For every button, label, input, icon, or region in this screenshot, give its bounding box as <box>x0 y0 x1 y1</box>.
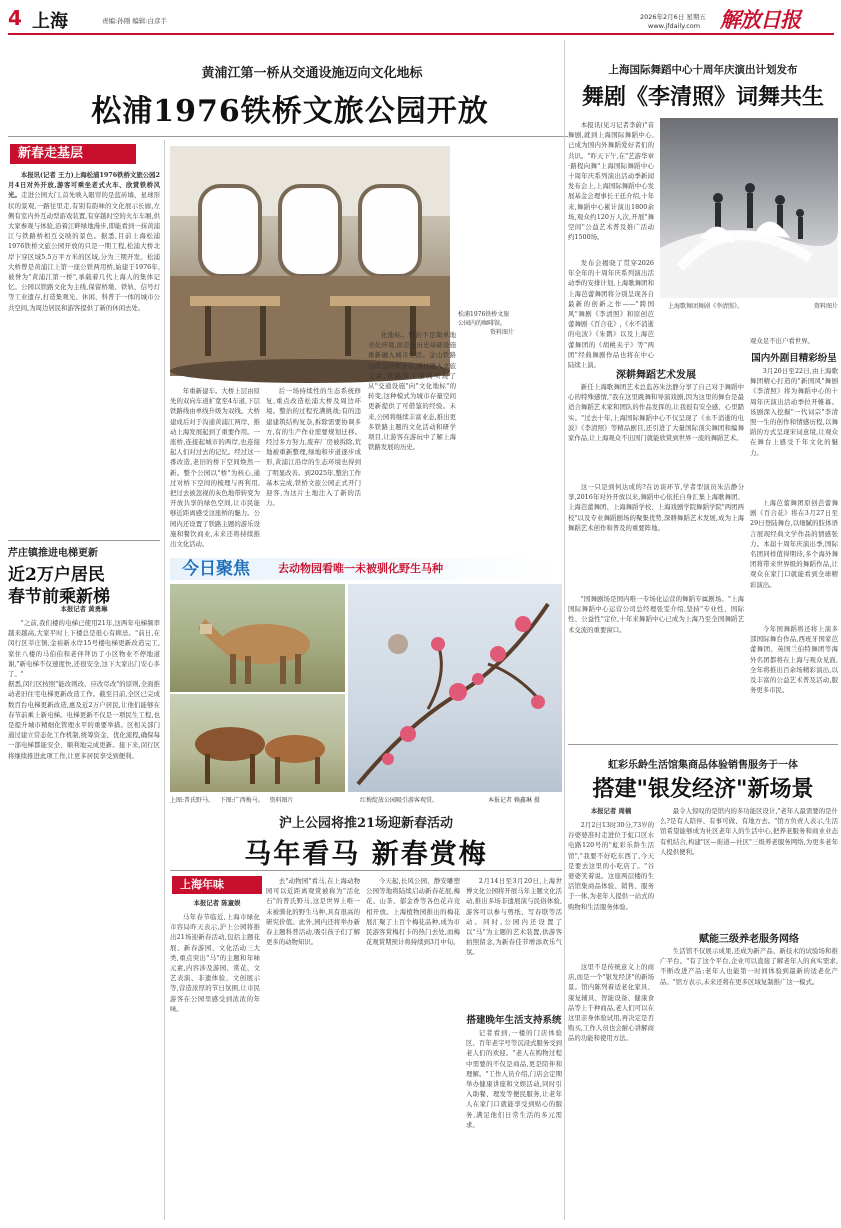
silver-col4: 生活馆不仅展示成果,还成为新产品、新技术的试验场和推广平台。"有了这个平台,企业可以直接了解老年人的真实需求,不断改进产品;老年人也能第一时间体验到最新的适老化产品。"馆方表示,未来还将在更多区域复制推广这一模式。 <box>660 947 838 986</box>
photo-przewalski-horse <box>170 584 345 692</box>
photo1-caption: 松浦1976铁桥文旅公园内的咖啡馆。 资料图片 <box>458 311 514 336</box>
silver-subhead: 赋能三级养老服务网络 <box>699 934 799 945</box>
article1-col4: 化地标。整治不是简单地美化环境,而是让历史基础设施重新融入城市生活。金山铁路公司总经理表示,通过融入文旅元素,铁路桥下空间实现了从"交通设施"向"文化地标"的转变,这种模式为城市存量空间更新提供了可借鉴的经验。未来,公园将继续丰富业态,推出更多铁路主题的文化活动和研学项目,让游客在游玩中了解上海铁路发展的历史。 <box>368 331 456 452</box>
dance-col1-continue: 发布会揭晓了贯穿2026年全年的十周年庆系列演出活动季的安排计划,上海歌舞团和上海芭蕾舞团将分别呈现各自最新的创新之作——"跨国风"舞剧《李清照》和原创芭蕾舞剧《百合花》,《水不消逝的电波》《朱鹮》以及上海芭蕾舞团的《胡桃夹子》等"两团"经典舞剧作品也将在中心陆续上演。 <box>568 259 654 370</box>
dance-kicker: 上海国际舞蹈中心十周年庆演出计划发布 <box>608 64 798 76</box>
silver-top-rule <box>568 744 838 745</box>
newspaper-logo: 解放日报 <box>720 7 800 32</box>
housing-byline: 本报记者 黄勇琳 <box>60 605 108 613</box>
dance-photo-caption: 上海歌舞团舞剧《李清照》。 资料图片 <box>668 303 838 310</box>
page-number: 4 <box>8 6 22 30</box>
credit-plum: 本报记者 赖鑫琳 摄 <box>488 797 540 804</box>
photo-guangxi-horse <box>170 694 345 792</box>
focus-banner <box>170 558 562 580</box>
housing-headline-1: 近2万户居民 <box>8 565 105 585</box>
horse-photo-captions <box>170 796 562 806</box>
silver-headline: 搭建"银发经济"新场景 <box>592 776 814 802</box>
dance-body1: 新任上海歌舞团艺术总监苏朱法静分享了自己对于舞蹈中心的特殊感情,"我在这里跳舞和导演戏剧,因为这里的舞台是最适合舞蹈艺术家和团队的作品发挥的,让我很有安全感、心里踏实。"过去十年,上海国际舞蹈中心不仅呈现了《永不消逝的电波》《李清照》等精品剧目,还引进了大量国际顶尖舞团和编舞家作品,让上海观众不出国门就能欣赏到世界一流的舞蹈艺术。 <box>568 383 744 443</box>
festival-col5: 记者看到,一楼的门店体验区、百年老字号等沉浸式服务受到老人们的欢迎。"老人在购物过程中需要的不仅是商品,更是陪伴和理解。"工作人员介绍,门店会定期举办健康讲座和文娱活动,同时引入助餐、理发等便民服务,让老年人在家门口就能享受到贴心的服务,满足他们日常生活的多元需求。 <box>466 1029 562 1129</box>
housing-top-rule <box>8 540 160 541</box>
silver-col3: 最令人惊叹的是馆内的多功能区设计,"老年人最需要的是什么?是有人陪伴、有事可做、有地方去。"馆方负责人表示,生活馆希望能够成为社区老年人的生活中心,把养老服务和商业业态有机结合,构建"区—街道—社区"三级养老服务网络,为更多老年人提供便利。 <box>660 807 838 856</box>
housing-body: "之前,我们楼的电梯已使用21年,这两年电梯频率越来越高,大家平时上下楼总是很心有顾忌。"前日,在闵行区莘庄镇,金裕新水岸15号楼电梯更新改造完工,家住八楼的马伯伯和老伴拜访了小区物业不停地道谢,"新电梯不仅速度快,还很安全,这下大家出门安心多了。" 据悉,闵行区按照"能改则改、应改尽改"的原则,全面推动老旧住宅电梯更新改造工作。截至目前,全区已完成数百台电梯更新改造,惠及近2万户居民,让他们能够在春节前乘上新电梯。电梯更新不仅是一项民生工程,也是提升城市精细化管理水平的重要举措。区相关部门通过建立常态化工作机制,统筹资金、优化流程,确保每一部电梯都能安全、顺利地完成更新。接下来,闵行区将继续推进此项工作,让更多居民享受到便利。 <box>8 619 160 760</box>
dance-body4: 3月20日至22日,由上海歌舞团精心打造的"新国风"舞剧《李清照》将为舞蹈中心的十周年庆演出活动季拉开帷幕。该剧深入挖掘"一代词宗"李清照一生的创作和情感历程,以舞蹈的方式呈现宋词意境,让观众在舞台上感受千年文化的魅力。 <box>750 367 838 457</box>
caption-przewalski: 上图:普氏野马。 <box>170 797 215 804</box>
article1-byline: 本报讯(记者 王力)上海松浦1976铁桥文旅公园2月4日对外开放,游客可乘坐老式火车、欣赏铁桥风光。 <box>8 171 160 200</box>
housing-kicker: 芹庄镇推进电梯更新 <box>8 548 98 559</box>
festival-kicker: 沪上公园将推21场迎新春活动 <box>278 816 454 831</box>
photo1-credit: 资料图片 <box>489 329 514 336</box>
dance-subhead-2: 国内外剧目精彩纷呈 <box>751 353 837 364</box>
festival-col2: 去"动物园"看马,在上海动物园可以近距离观赏被称为"活化石"的普氏野马,这是世界上唯一未被驯化的野生马种,具有很高的研究价值。此外,园内还将举办新春主题科普活动,吸引孩子们了解更多的动物知识。 <box>266 877 360 947</box>
focus-title: 去动物园看唯一未被驯化野生马种 <box>278 562 443 575</box>
horse-illustration-2 <box>170 694 345 792</box>
dance-headline: 舞剧《李清照》词舞共生 <box>581 84 824 110</box>
article1-headline: 松浦1976铁桥文旅公园开放 <box>91 94 489 129</box>
page-header <box>0 0 841 36</box>
header-rule <box>8 33 834 35</box>
section-tag-new-year: 新春走基层 <box>10 144 136 164</box>
issue-date: 2026年2月6日 星期五 <box>640 13 706 21</box>
caption-plum: 红梅绽放公园吸引游客观赏。 <box>360 797 439 804</box>
festival-col1: 马年春节临近,上海市绿化市容局昨天表示,沪上公园将推出21场迎新春活动,包括主题花展、新春游园、文化活动三大类,重点突出"马"的主题和年味元素,内容涉及游园、赏花、文艺表演、非遗体验、文创展示等,营造浓厚的节日氛围,让市民游客在公园里感受到浓浓的年味。 <box>170 913 260 1013</box>
dance-illustration <box>660 118 838 298</box>
silver-kicker: 虹彩乐龄生活馆集商品体验销售服务于一体 <box>608 760 798 771</box>
dance-body5: 上海芭蕾舞团原创芭蕾舞剧《百合花》将在3月27日至29日登陆舞台,以细腻的肢体语言展现经典文学作品的情感张力。本届十周年庆演出季,国际名团同样值得期待,多个海外舞团将带来世界级的舞蹈作品,让观众在家门口就能看到全球精彩演出。 <box>750 499 838 589</box>
article1-body: 走进公园大门,首先映入眼帘的是蓝砖墙、星球形状的景观,一路往里走,有别有韵味的文化展示长廊,左侧有室内外互动型游戏装置,有穿越时空的火车车厢,供大家参观与体验,沿着江畔绿地漫步,即能看到一抹黄浦江与铁路桥相互交映的景色。据悉,目前上海松浦1976铁桥文旅公园开放的只是一期工程,松浦大桥北岸下穿区域5.5万平方米的区域,分为三期开发。松浦大桥曾是黄浦江上第一座公铁两用桥,始建于1976年,被誉为"黄浦江第一桥",承载着几代上海人的集体记忆。公园以铁路文化为主线,保留桥墩、铁轨、信号灯等工业遗存,打造集观光、休闲、科普于一体的城市公共空间,为周边居民和游客提供了新的休闲去处。 <box>8 191 161 312</box>
festival-headline: 马年看马 新春赏梅 <box>244 839 488 870</box>
dance-photo-credit: 资料图片 <box>813 303 838 310</box>
section-tag-shanghai-nianwei: 上海年味 <box>172 876 262 894</box>
silver-col2: 这里不是传统意义上的商店,而是一个"银发经济"的新场景。馆内陈列着适老化家具、康复辅具、智能设备、健康食品等上千种商品,老人们可以在这里亲身体验试用,再决定是否购买,工作人员也会耐心讲解商品的功能和使用方法。 <box>568 963 654 1043</box>
festival-rule <box>170 870 562 871</box>
site-url: www.jfdaily.com <box>648 22 701 30</box>
article1-col2: 年重新建车。大桥上层由原先的双向车道扩宽至4车道,下层铁路线由单线升级为双线。大桥建成后对于沟通黄浦江两岸、推动上海发展起到了重要作用。一座桥,连接起城市的两岸,也连接起人们对过去的记忆。经过这一番改造,老旧的桥下空间焕然一新。整个公园以"桥"为核心,通过对桥下空间的梳理与再利用,把过去被忽视的灰色地带转变为开放共享的绿色空间,让市民能够近距离感受这座桥的魅力。公园内还设置了铁路主题的游乐设施和餐饮商业,未来还将持续推出文化活动。 <box>170 387 260 549</box>
festival-byline: 本报记者 陈童娱 <box>193 899 241 907</box>
festival-col3: 今天起,长风公园、静安雕塑公园等地将陆续启动新春花展,梅花、山茶、郁金香等各色花卉竞相开放。上海植物园推出的梅花展汇聚了上百个梅花品种,成为市民游客赏梅打卡的热门去处,而梅花观赏期预计将持续到3月中旬。 <box>366 877 460 947</box>
plum-illustration <box>348 584 562 792</box>
photo-plum-blossom <box>348 584 562 792</box>
festival-col4: 2月14日至3月20日,上海世博文化公园将开展马年主题文化活动,推出多场非遗展演与民俗体验,游客可以参与剪纸、写春联等活动。同时,公园内还设置了以"马"为主题的艺术装置,供游客拍照留念,为新春佳节增添欢乐气氛。 <box>466 877 562 957</box>
article1-col3: 后一场持续性的生态系统修复,重点改造松浦大桥及周边环境。整治的过程充满挑战;有的违建建筑结构复杂,拆除需要协调多方,有的生产作业需要规划迁移。经过多方努力,废弃厂房被拆除,荒地被重新整理,绿地和步道逐步成形,黄浦江沿岸的生态环境也得到了明显改善。到2025年,整治工作基本完成,铁桥文旅公园正式开门迎客,为这片土地注入了新的活力。 <box>266 387 361 508</box>
housing-headline-2: 春节前乘新梯 <box>8 587 110 607</box>
dance-subhead-1: 深耕舞蹈艺术发展 <box>616 370 696 381</box>
credit-horse: 资料图片 <box>269 797 294 804</box>
photo-dance-performance <box>660 118 838 298</box>
article1-text <box>8 170 160 536</box>
caption-guangxi: 下图:广西梅马。 <box>219 797 264 804</box>
horse-illustration-1 <box>170 584 345 692</box>
silver-col1: 2月2日13时30分,73岁的谷婆婆准时走进位于虹口区水电路120号的"虹彩乐龄生活馆","我要不好吃东西了,今天是要去这里的小吃店了。"谷婆婆笑着说。这座两层楼的生活馆集商品体验、销售、服务于一体,为老年人提供一站式的购物和生活服务体验。 <box>568 821 654 911</box>
dance-body2: 这一只是到何达成的?在访谈环节,学者型演员朱洁静分享,2016年对外开放以来,舞蹈中心依托自身汇集上海歌舞团、上海芭蕾舞团、上海舞蹈学校、上海戏剧学院舞蹈学院"两团两校"以及专业舞蹈剧场的聚集优势,深耕舞蹈艺术发展,成为上海舞蹈艺术创作和普及的重要阵地。 <box>568 483 744 532</box>
article1-rule <box>8 136 568 137</box>
dance-side-text: 观众足不出户看世界。 <box>750 337 814 345</box>
column-rule-left <box>164 140 165 1220</box>
editors-line: 责编:孙刚 编辑:白彦手 <box>102 17 167 25</box>
dance-body6: 今年国舞蹈将还将上演多部国际舞台作品,西班牙国家芭蕾舞团、英国兰伯特舞团等海外名团都将在上海与观众见面,全年将推出百余场精彩演出,以及丰富的公益艺术普及活动,服务更多市民。 <box>750 625 838 695</box>
festival-subhead: 搭建晚年生活支持系统 <box>466 1015 562 1026</box>
silver-byline: 本报记者 周楠 <box>590 807 632 815</box>
article1-kicker: 黄浦江第一桥从交通设施迈向文化地标 <box>201 66 423 81</box>
column-rule-right <box>564 40 565 1220</box>
dance-lead: 本报讯(见习记者李蔚)"音舞剧,就到上海国际舞蹈中心,已成为国内外舞蹈爱好者们的共识。"昨天下午,在"艺游华章·路程向舞"上海国际舞蹈中心十周年庆系列演出活动季新闻发布会上,上海国际舞蹈中心发展基金会理事长王廷介绍,十年来,舞蹈中心累计演出1800余场,观众约120万人次,开展"舞空间"公益艺术普及推广活动约1500场。 <box>568 121 654 242</box>
focus-label: 今日聚焦 <box>182 559 250 579</box>
dance-body3: "国舞剧场是国内唯一专场化运营的舞蹈专属剧场。"上海国际舞蹈中心运营公司总经理张雯介绍,坚持"专业性、国际性、公益性"定位,十年来舞蹈中心已成为上海乃至全国舞蹈艺术交流的重要窗口。 <box>568 595 744 634</box>
section-name: 上海 <box>32 11 68 32</box>
